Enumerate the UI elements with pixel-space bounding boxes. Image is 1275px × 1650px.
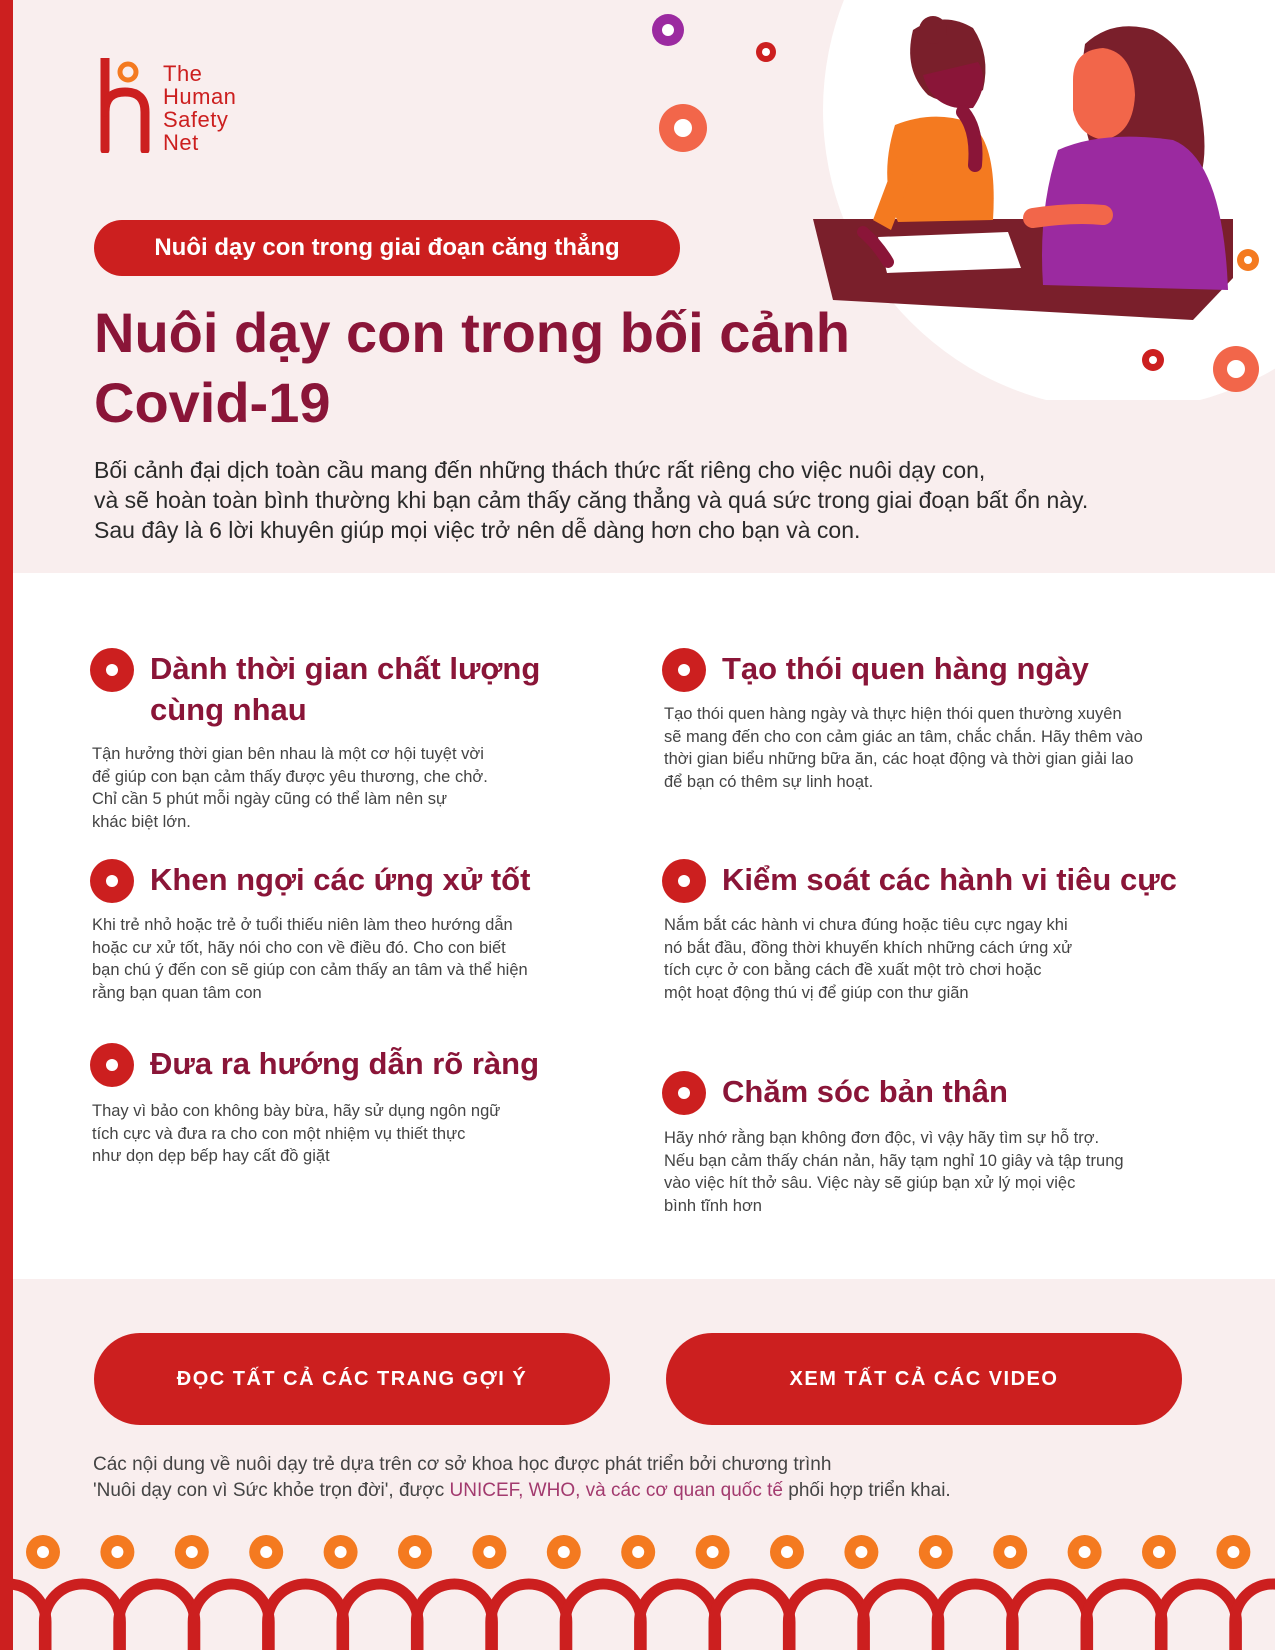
intro-line: và sẽ hoàn toàn bình thường khi bạn cảm thấy căng thẳng và quá sức trong giai đoạn bất ổn này. bbox=[94, 487, 1089, 513]
bullet-icon bbox=[90, 1043, 134, 1087]
tip-body-line: Nếu bạn cảm thấy chán nản, hãy tạm nghỉ 10 giây và tập trung bbox=[664, 1151, 1124, 1170]
tip-body-line: sẽ mang đến cho con cảm giác an tâm, chắc chắn. Hãy thêm vào bbox=[664, 727, 1143, 746]
decorative-arch bbox=[937, 1584, 1013, 1650]
tip-title-line: Chăm sóc bản thân bbox=[722, 1074, 1008, 1109]
tip-body-line: tích cực và đưa ra cho con một nhiệm vụ thiết thực bbox=[92, 1124, 466, 1143]
source-note bbox=[93, 1452, 1193, 1504]
decorative-arch bbox=[863, 1584, 939, 1650]
decorative-ring-center bbox=[632, 1546, 644, 1558]
decorative-ring-center bbox=[930, 1546, 942, 1558]
tip-title bbox=[150, 1043, 690, 1084]
decorative-arch bbox=[1086, 1584, 1162, 1650]
tip-title-line: Kiểm soát các hành vi tiêu cực bbox=[722, 862, 1177, 897]
source-note-line bbox=[93, 1478, 1193, 1504]
decorative-arch bbox=[788, 1584, 864, 1650]
tip-body-line: Nắm bắt các hành vi chưa đúng hoặc tiêu cực ngay khi bbox=[664, 916, 1068, 934]
decorative-ring-center bbox=[409, 1546, 421, 1558]
tip-title-line: Khen ngợi các ứng xử tốt bbox=[150, 862, 531, 897]
tip-title bbox=[722, 648, 1262, 689]
decorative-ring-center bbox=[781, 1546, 793, 1558]
brand-name-line: Safety bbox=[163, 107, 229, 132]
page-title bbox=[94, 298, 894, 438]
partners-link[interactable]: UNICEF, WHO, và các cơ quan quốc tế bbox=[449, 1480, 783, 1501]
brand-name-line: Human bbox=[163, 84, 237, 109]
tip-title-line: Dành thời gian chất lượng bbox=[150, 651, 541, 686]
tip-body bbox=[92, 743, 488, 833]
tip-body-line: nó bắt đầu, đồng thời khuyến khích những cách ứng xử bbox=[664, 938, 1073, 957]
decorative-ring-center bbox=[186, 1546, 198, 1558]
tip-body-line: để giúp con bạn cảm thấy được yêu thương, che chở. bbox=[92, 767, 488, 786]
decorative-ring-center bbox=[111, 1546, 123, 1558]
decorative-arch bbox=[193, 1584, 269, 1650]
bullet-icon bbox=[662, 648, 706, 692]
tip-body-line: thời gian biểu những bữa ăn, các hoạt động và thời gian giải lao bbox=[664, 750, 1134, 768]
tip-clear-instructions bbox=[90, 1043, 650, 1193]
tip-body-line: Thay vì bảo con không bày bừa, hãy sử dụng ngôn ngữ bbox=[92, 1102, 501, 1120]
tip-praise-good-behavior bbox=[90, 859, 650, 1019]
decorative-ring-center bbox=[483, 1546, 495, 1558]
read-all-tips-button[interactable]: ĐỌC TẤT CẢ CÁC TRANG GỢI Ý bbox=[94, 1333, 610, 1425]
source-note-text: phối hợp triển khai. bbox=[782, 1480, 951, 1501]
intro-line: Sau đây là 6 lời khuyên giúp mọi việc trở nên dễ dàng hơn cho bạn và con. bbox=[94, 517, 861, 543]
decorative-ring-center bbox=[37, 1546, 49, 1558]
brand-name bbox=[163, 62, 236, 154]
title-line: Nuôi dạy con trong bối cảnh bbox=[94, 301, 850, 364]
bullet-icon bbox=[662, 859, 706, 903]
decorative-arch bbox=[119, 1584, 195, 1650]
tip-body-line: bình tĩnh hơn bbox=[664, 1196, 762, 1215]
decorative-ring-center bbox=[707, 1546, 719, 1558]
tip-title bbox=[150, 648, 690, 730]
decorative-ring-center bbox=[1227, 1546, 1239, 1558]
decorative-arch bbox=[342, 1584, 418, 1650]
bullet-icon bbox=[90, 859, 134, 903]
brand-logo[interactable] bbox=[93, 58, 273, 158]
decorative-footer-pattern bbox=[13, 1530, 1275, 1650]
decorative-arch bbox=[714, 1584, 790, 1650]
tip-body-line: hoặc cư xử tốt, hãy nói cho con về điều đó. Cho con biết bbox=[92, 938, 506, 957]
decorative-ring-center bbox=[1153, 1546, 1165, 1558]
tip-body bbox=[664, 914, 1072, 1004]
decorative-ring-center bbox=[1004, 1546, 1016, 1558]
tip-title-line: cùng nhau bbox=[150, 692, 307, 727]
tip-body-line: như dọn dẹp bếp hay cất đồ giặt bbox=[92, 1147, 330, 1165]
bullet-icon bbox=[662, 1071, 706, 1115]
tip-body bbox=[92, 1100, 500, 1168]
decorative-arch bbox=[640, 1584, 716, 1650]
decorative-arch bbox=[268, 1584, 344, 1650]
source-note-line: Các nội dung về nuôi dạy trẻ dựa trên cơ sở khoa học được phát triển bởi chương trình bbox=[93, 1454, 832, 1475]
tip-body-line: bạn chú ý đến con sẽ giúp con cảm thấy an tâm và thể hiện bbox=[92, 961, 528, 979]
left-accent-bar bbox=[0, 0, 13, 1650]
tip-title-line: Tạo thói quen hàng ngày bbox=[722, 651, 1089, 686]
decorative-ring-center bbox=[260, 1546, 272, 1558]
decorative-ring-center bbox=[558, 1546, 570, 1558]
hero-section bbox=[13, 0, 1275, 573]
decorative-ring-center bbox=[335, 1546, 347, 1558]
tip-body bbox=[664, 1127, 1124, 1217]
tip-body-line: Tạo thói quen hàng ngày và thực hiện thói quen thường xuyên bbox=[664, 705, 1122, 723]
decorative-arch bbox=[491, 1584, 567, 1650]
tip-title-line: Đưa ra hướng dẫn rõ ràng bbox=[150, 1046, 540, 1081]
human-safety-net-logo-icon bbox=[93, 58, 163, 153]
bullet-icon bbox=[90, 648, 134, 692]
tip-daily-routine bbox=[662, 648, 1252, 808]
source-note-text: 'Nuôi dạy con vì Sức khỏe trọn đời', được bbox=[93, 1480, 450, 1501]
tip-title bbox=[722, 1071, 1262, 1112]
intro-line: Bối cảnh đại dịch toàn cầu mang đến những thách thức rất riêng cho việc nuôi dạy con, bbox=[94, 457, 986, 483]
category-pill: Nuôi dạy con trong giai đoạn căng thẳng bbox=[94, 220, 680, 276]
tip-title bbox=[722, 859, 1262, 900]
tip-body-line: Chỉ cần 5 phút mỗi ngày cũng có thể làm nên sự bbox=[92, 790, 447, 808]
tip-body-line: Hãy nhớ rằng bạn không đơn độc, vì vậy hãy tìm sự hỗ trợ. bbox=[664, 1129, 1100, 1147]
decorative-arch bbox=[1012, 1584, 1088, 1650]
tip-body-line: tích cực ở con bằng cách đề xuất một trò chơi hoặc bbox=[664, 961, 1042, 979]
decorative-arch bbox=[44, 1584, 120, 1650]
tip-self-care bbox=[662, 1071, 1252, 1231]
decorative-arch bbox=[416, 1584, 492, 1650]
tip-title bbox=[150, 859, 690, 900]
decorative-arch bbox=[565, 1584, 641, 1650]
decorative-ring-center bbox=[1079, 1546, 1091, 1558]
brand-name-line: The bbox=[163, 61, 203, 86]
tip-body-line: một hoạt động thú vị để giúp con thư giãn bbox=[664, 983, 969, 1002]
title-line: Covid-19 bbox=[94, 371, 331, 434]
tip-body-line: để bạn có thêm sự linh hoạt. bbox=[664, 772, 874, 791]
tip-body-line: rằng bạn quan tâm con bbox=[92, 983, 262, 1002]
decorative-arch bbox=[1160, 1584, 1236, 1650]
tip-manage-negative-behavior bbox=[662, 859, 1262, 1019]
brand-name-line: Net bbox=[163, 130, 199, 155]
intro-paragraph bbox=[94, 455, 1234, 545]
tip-body-line: vào việc hít thở sâu. Việc này sẽ giúp bạn xử lý mọi việc bbox=[664, 1174, 1076, 1192]
tip-body-line: Khi trẻ nhỏ hoặc trẻ ở tuổi thiếu niên làm theo hướng dẫn bbox=[92, 916, 513, 934]
tip-body bbox=[664, 703, 1143, 793]
tip-body-line: Tận hưởng thời gian bên nhau là một cơ hội tuyệt vời bbox=[92, 745, 484, 763]
watch-all-videos-button[interactable]: XEM TẤT CẢ CÁC VIDEO bbox=[666, 1333, 1182, 1425]
decorative-ring-center bbox=[855, 1546, 867, 1558]
tip-body bbox=[92, 914, 528, 1004]
tip-quality-time bbox=[90, 648, 650, 848]
tip-body-line: khác biệt lớn. bbox=[92, 812, 191, 831]
